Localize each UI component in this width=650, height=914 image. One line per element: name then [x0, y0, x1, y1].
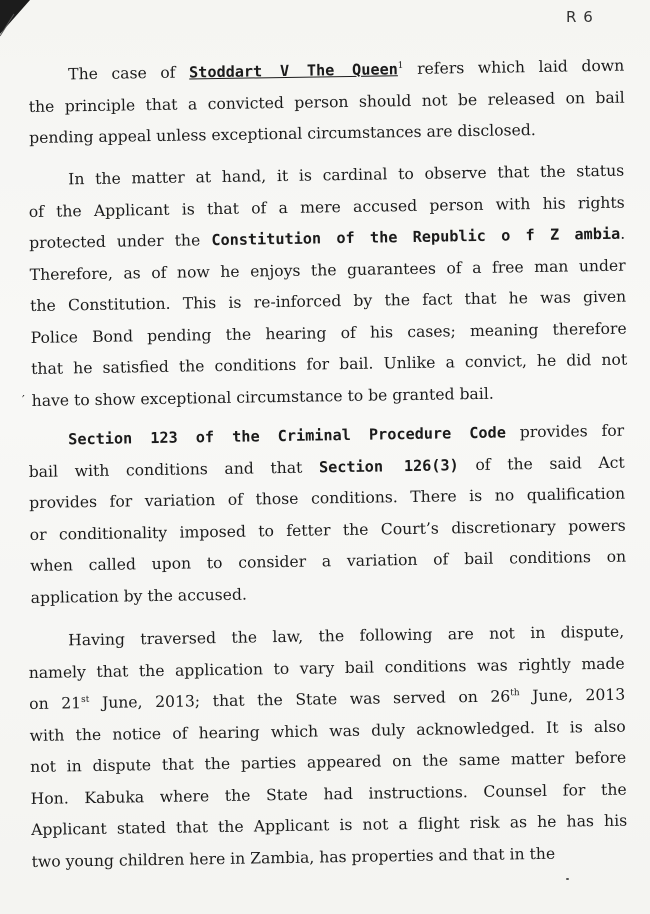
text-run: refers which laid down — [403, 56, 625, 79]
statute-reference: Constitution of the Republic o f Z ambia — [211, 224, 621, 250]
text-run: that he satisfied the conditions for bail. Unlike a convict, he did not — [31, 350, 628, 378]
text-run: with the notice of hearing which was duly acknowledged. It is also — [29, 717, 626, 745]
text-run: not in dispute that the parties appeared on the same matter before — [30, 748, 627, 776]
text-run: bail with conditions and that — [28, 457, 320, 481]
superscript: st — [81, 694, 90, 705]
text-run: Therefore, as of now he enjoys the guarantees of a free man under — [29, 256, 626, 284]
text-run: Police Bond pending the hearing of his cases; meaning therefore — [30, 319, 627, 347]
scan-corner-mark — [0, 0, 40, 40]
text-run: Having traversed the law, the following are not in dispute, — [68, 622, 625, 650]
paragraph-criminal-procedure-code — [28, 416, 627, 614]
statute-reference: Section 123 of the Criminal Procedure Code — [68, 423, 507, 449]
text-run: . — [620, 224, 626, 243]
scan-speck: ′ — [22, 393, 25, 407]
paragraph-undisputed-facts — [28, 617, 628, 878]
text-run: provides for variation of those conditions. There is no qualification — [29, 484, 626, 512]
text-run: The case of — [68, 63, 190, 84]
text-run: the principle that a convicted person should not be released on bail — [28, 88, 625, 116]
superscript: th — [510, 688, 520, 699]
paragraph-applicant-status — [28, 156, 628, 417]
text-run: when called upon to consider a variation of bail conditions on — [30, 547, 627, 575]
text-run: protected under the — [29, 231, 212, 252]
page-number: R 6 — [566, 8, 594, 26]
text-run: on 21 — [29, 694, 82, 713]
text-run: of the said Act — [458, 453, 625, 474]
paragraph-stoddart-case — [28, 51, 625, 155]
text-run: namely that the application to vary bail conditions was rightly made — [28, 654, 625, 682]
text-run: June, 2013 — [519, 685, 626, 706]
text-run: provides for — [505, 421, 625, 442]
text-run: In the matter at hand, it is cardinal to observe that the status — [68, 161, 625, 189]
case-citation: Stoddart V The Queen — [188, 60, 398, 82]
text-run: pending appeal unless exceptional circumstances are disclosed. — [29, 121, 536, 147]
text-run: Applicant stated that the Applicant is not a flight risk as he has his — [31, 811, 628, 839]
text-run: of the Applicant is that of a mere accused person with his rights — [28, 193, 625, 221]
text-run: Hon. Kabuka where the State had instructions. Counsel for the — [30, 780, 627, 808]
text-run: have to show exceptional circumstance to be granted bail. — [31, 384, 494, 410]
text-run: or conditionality imposed to fetter the Court’s discretionary powers — [29, 516, 626, 544]
text-run: the Constitution. This is re-inforced by the fact that he was given — [30, 287, 627, 315]
statute-reference: Section 126(3) — [318, 455, 459, 476]
superscript: 1 — [397, 60, 404, 72]
text-run: application by the accused. — [30, 585, 247, 607]
scan-dot — [566, 878, 569, 880]
text-run: June, 2013; that the State was served on 26 — [89, 687, 511, 713]
text-run: two young children here in Zambia, has properties and that in the — [31, 844, 556, 871]
